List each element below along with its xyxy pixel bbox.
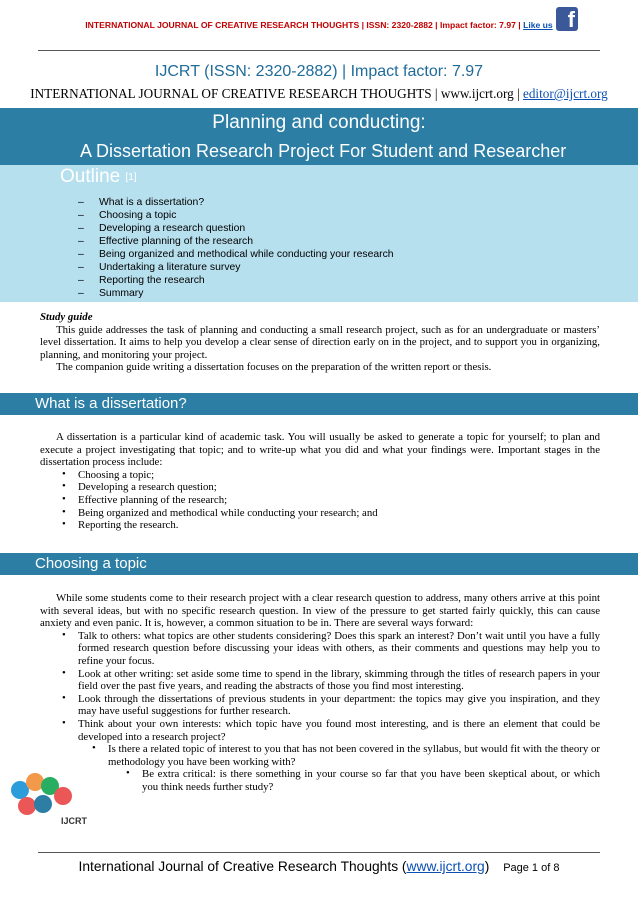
footer-text: International Journal of Creative Research Thoughts ( [78, 859, 407, 874]
list-item: • Effective planning of the research; [62, 492, 228, 506]
study-guide-heading: Study guide [40, 311, 93, 323]
outline-item: – Choosing a topic [78, 210, 177, 221]
section-paragraph: A dissertation is a particular kind of academic task. You will usually be asked to generate a topic for yourself; to plan and execute a project investigating that topic; and to write-up what you did and what your findings were. Important stages in the dissertation process include: [40, 431, 600, 469]
list-item: • Be extra critical: is there something in your course so far that you have been skeptical about, or which you think needs further study? [126, 767, 600, 793]
outline-heading-text: Outline [60, 166, 121, 187]
outline-list [78, 196, 394, 300]
journal-title: IJCRT (ISSN: 2320-2882) | Impact factor: 7.97 [154, 63, 484, 80]
outline-item: – Undertaking a literature survey [78, 262, 241, 273]
study-guide [40, 311, 600, 374]
list-item: • Look at other writing: set aside some time to spend in the library, skimming through the titles of research papers in your field over the past five years, and reading the abstracts of those you find most interesting. [62, 666, 600, 693]
editor-email-link[interactable]: editor@ijcrt.org [522, 86, 608, 101]
running-header-text: INTERNATIONAL JOURNAL OF CREATIVE RESEARCH THOUGHTS | ISSN: 2320-2882 | Impact factor: 7.97 | [85, 20, 521, 30]
outline-item: – Developing a research question [78, 223, 246, 234]
journal-name: INTERNATIONAL JOURNAL OF CREATIVE RESEARCH THOUGHTS | www.ijcrt.org | [30, 86, 520, 101]
outline-item: – Reporting the research [78, 275, 205, 286]
bullet-list [62, 628, 600, 794]
sub-sub-bullet-list [126, 767, 600, 793]
outline-item: – Being organized and methodical while conducting your research [78, 249, 394, 260]
outline-item: – What is a dissertation? [78, 197, 205, 208]
study-guide-paragraph: The companion guide writing a dissertation focuses on the preparation of the written report or thesis. [56, 361, 492, 374]
running-header [0, 20, 638, 30]
page-footer: International Journal of Creative Research Thoughts (www.ijcrt.org) Page 1 of 8 [78, 859, 560, 874]
section-body [40, 431, 600, 532]
ijcrt-logo [5, 770, 87, 832]
list-item: • Is there a related topic of interest to you that has not been covered in the syllabus, but would fit with the theory or methodology you have been working with? • Be extra critical: is there something in your course so far that you have been skeptical about, or which you think needs further study? [92, 742, 600, 793]
outline-item: – Summary [78, 288, 144, 299]
list-item: • Being organized and methodical while conducting your research; and [62, 505, 378, 519]
list-item: • Look through the dissertations of previous students in your department: the topics may give you inspiration, and they may have useful suggestions for further research. [62, 691, 600, 718]
outline-heading [60, 166, 137, 188]
logo-text: IJCRT [61, 816, 87, 826]
section-paragraph: While some students come to their research project with a clear research question to address, many others arrive at this point with several ideas, but with no specific research question. In view of the pressure to get started fairly quickly, this can cause anxiety and even panic. It is, however, a common situation to be in. There are several ways forward: [40, 592, 600, 630]
list-item: • Talk to others: what topics are other students considering? Does this spark an interest? Don’t wait until you have a fully formed research question before discussing your ideas with others, as their comments and questions may help you to refine your focus. [62, 628, 600, 667]
list-item: • Reporting the research. [62, 518, 179, 532]
section-title: What is a dissertation? [35, 395, 187, 412]
section-body [40, 592, 600, 794]
like-us-link[interactable]: Like us [523, 20, 553, 30]
bullet-list [62, 467, 600, 532]
outline-item: – Effective planning of the research [78, 236, 254, 247]
facebook-icon[interactable]: f [556, 7, 578, 31]
study-guide-paragraph: This guide addresses the task of planning and conducting a small research project, such as for an undergraduate or masters’ level dissertation. It aims to help you develop a clear sense of direction early on in the project, and to support you in organizing, planning, and monitoring your project. [40, 323, 600, 361]
list-item: • Developing a research question; [62, 480, 217, 494]
paper-subtitle: A Dissertation Research Project For Student and Researcher [80, 141, 567, 161]
sub-bullet-list [92, 742, 600, 793]
section-title: Choosing a topic [35, 555, 147, 572]
paper-title: Planning and conducting: [212, 112, 426, 133]
list-item: • Think about your own interests: which topic have you found most interesting, and is there an element that could be developed into a research project? • Is there a related topic of interest to you that has not been covered in the syllabus, but would fit with the theory or methodology you have been working with? • Be extra critical: is there something in your course so far that you have been skeptical about, or which you think needs further study? [62, 716, 600, 793]
footer-divider [38, 852, 600, 853]
header-divider [38, 50, 600, 51]
footer-site-link[interactable]: www.ijcrt.org [406, 859, 485, 874]
list-item: • Choosing a topic; [62, 467, 155, 481]
page-number: Page 1 of 8 [503, 862, 560, 874]
outline-reference: [1] [125, 172, 137, 183]
journal-subtitle [0, 86, 638, 102]
